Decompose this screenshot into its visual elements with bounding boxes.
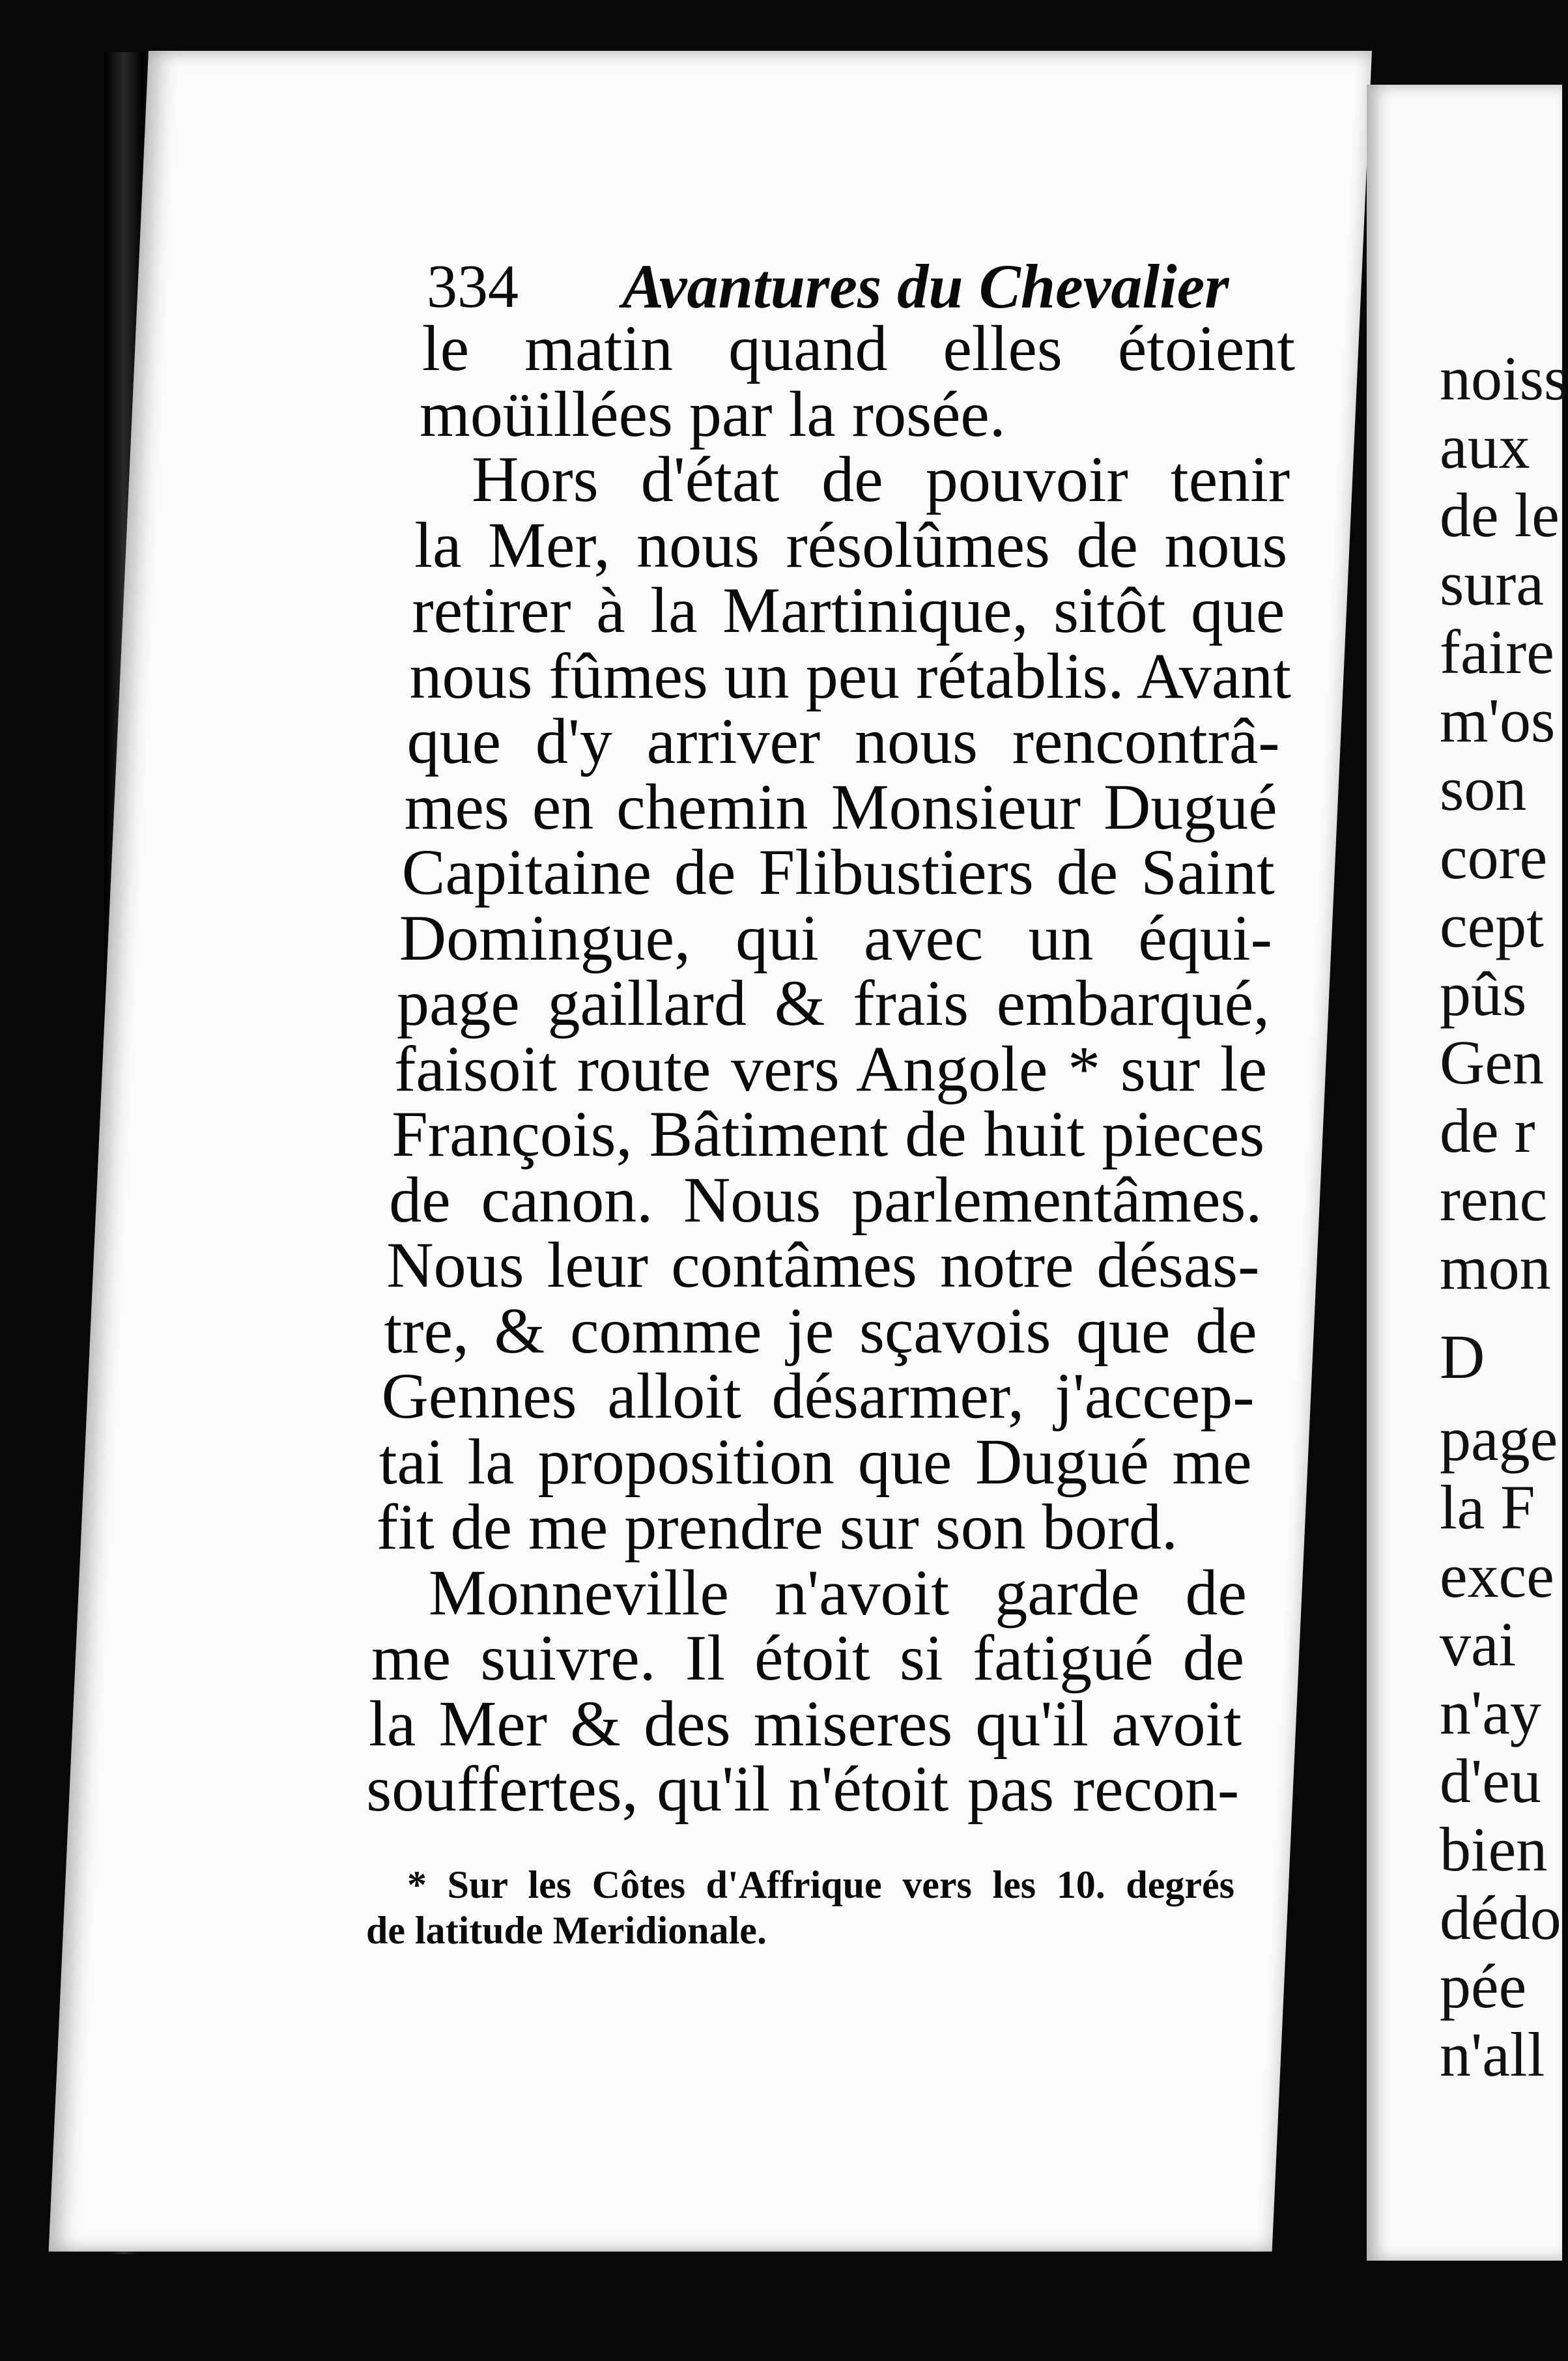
body-text-line: Capitaine de Flibustiers de Saint [401,836,1275,908]
facing-page-line: d'eu [1440,1745,1541,1816]
body-text-line: page gaillard & frais embarqué, [397,967,1270,1039]
facing-page-line: de le [1440,480,1560,550]
facing-page-line: bien [1440,1814,1548,1884]
body-text-line: retirer à la Martinique, sitôt que [412,574,1285,646]
body-text-line: de canon. Nous parlementâmes. [389,1163,1262,1236]
facing-page-line: mon [1440,1233,1551,1302]
facing-page-line: pée [1440,1951,1527,2021]
facing-page-line: sura [1440,549,1544,618]
facing-page-line: renc [1440,1164,1548,1234]
body-text-line: Monneville n'avoit garde de [428,1556,1247,1629]
body-text-line: Gennes alloit désarmer, j'accep- [381,1360,1255,1432]
body-text-line: nous fûmes un peu rétablis. Avant [409,639,1291,712]
facing-page-line: dédo [1440,1882,1561,1953]
facing-page-line: pûs [1440,959,1527,1029]
facing-page-line: m'os [1440,685,1556,755]
body-text-line: mes en chemin Monsieur Dugué [404,770,1277,843]
facing-page-line: aux [1440,412,1530,481]
body-text-line: souffertes, qu'il n'étoit pas recon- [366,1753,1240,1825]
facing-page-line: core [1440,822,1548,892]
body-text-line: Nous leur contâmes notre désas- [386,1229,1260,1301]
footnote-line: * Sur les Côtes d'Affrique vers les 10. degrés [407,1863,1234,1906]
facing-page-line: page [1440,1403,1558,1474]
body-text-line: Domingue, qui avec un équi- [399,901,1272,974]
body-text-line: fit de me prendre sur son bord. [376,1491,1178,1563]
facing-page-line: n'ay [1440,1677,1541,1747]
facing-page-line: la F [1440,1472,1535,1542]
body-text-line: Hors d'état de pouvoir tenir [472,443,1290,515]
facing-page-line: n'all [1440,2019,1545,2089]
facing-page-line: faire [1440,617,1554,687]
body-text-line: la Mer & des miseres qu'il avoit [369,1687,1242,1760]
facing-page-line: cept [1440,891,1544,960]
facing-page-line: D [1440,1321,1485,1392]
body-text-line: tai la proposition que Dugué me [378,1425,1252,1498]
facing-page-line: vai [1440,1609,1517,1679]
running-title: Avantures du Chevalier [622,251,1229,321]
body-text-line: me suivre. Il étoit si fatigué de [371,1622,1244,1694]
facing-page-line: noiss [1440,343,1568,413]
facing-page-line: de r [1440,1096,1535,1166]
body-text-line: que d'y arriver nous rencontrâ- [406,705,1280,777]
page-number: 334 [427,253,519,321]
body-text-line: moüillées par la rosée. [420,377,1006,450]
footnote-line: de latitude Meridionale. [366,1909,767,1952]
body-text-line: le matin quand elles étoient [422,312,1295,384]
body-text-line: faisoit route vers Angole * sur le [394,1032,1268,1105]
facing-page-line: Gen [1440,1027,1544,1097]
facing-page-line: exce [1440,1540,1554,1610]
facing-page-line: son [1440,754,1527,823]
body-text-line: la Mer, nous résolûmes de nous [414,508,1288,581]
body-text-line: tre, & comme je sçavois que de [384,1294,1257,1367]
body-text-line: François, Bâtiment de huit pieces [392,1098,1265,1170]
